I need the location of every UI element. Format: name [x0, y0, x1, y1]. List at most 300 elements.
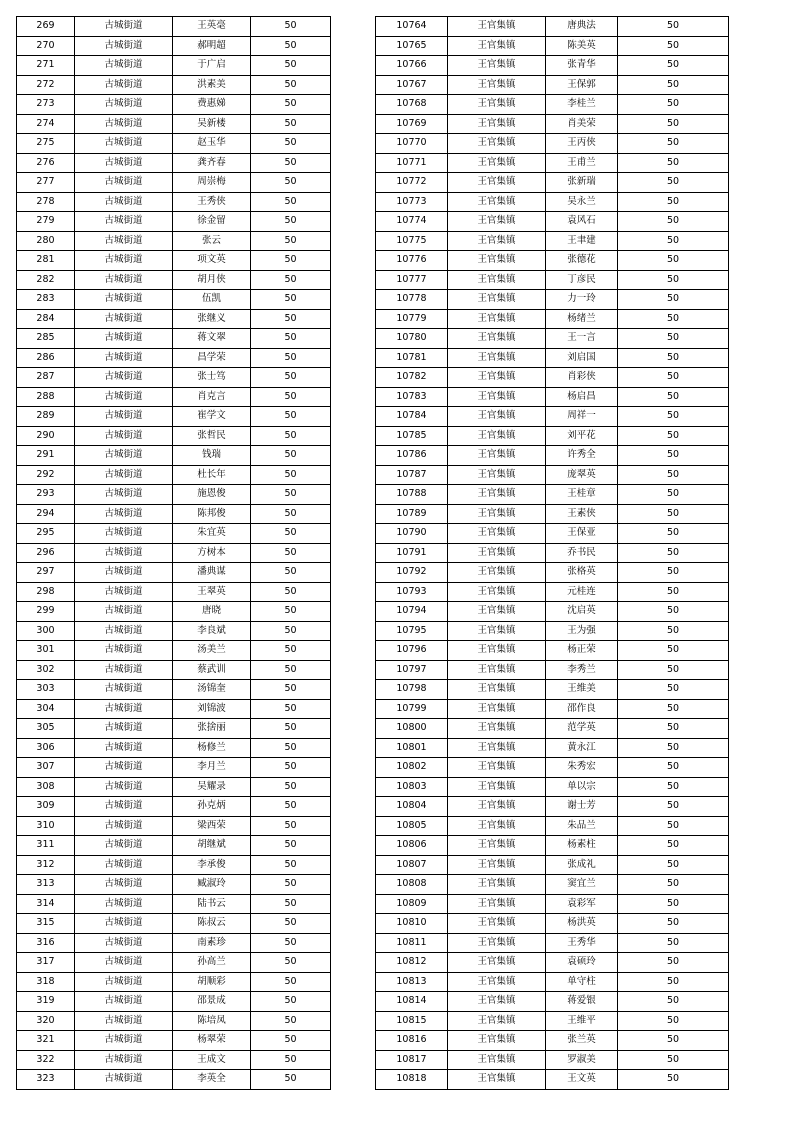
name-cell: 刘锦波 [173, 699, 251, 719]
serial-cell: 279 [17, 212, 75, 232]
amount-cell: 50 [618, 641, 729, 661]
table-row [376, 953, 729, 973]
serial-cell: 320 [17, 1011, 75, 1031]
serial-cell: 10805 [376, 816, 448, 836]
town-cell: 王官集镇 [448, 894, 546, 914]
amount-cell: 50 [618, 348, 729, 368]
table-row [17, 621, 331, 641]
serial-cell: 305 [17, 719, 75, 739]
serial-cell: 10780 [376, 329, 448, 349]
town-cell: 王官集镇 [448, 1031, 546, 1051]
serial-cell: 306 [17, 738, 75, 758]
serial-cell: 272 [17, 75, 75, 95]
town-cell: 古城街道 [75, 1031, 173, 1051]
serial-cell: 10811 [376, 933, 448, 953]
amount-cell: 50 [618, 660, 729, 680]
serial-cell: 294 [17, 504, 75, 524]
amount-cell: 50 [618, 1031, 729, 1051]
amount-cell: 50 [618, 212, 729, 232]
name-cell: 李秀兰 [546, 660, 618, 680]
serial-cell: 282 [17, 270, 75, 290]
table-row [17, 56, 331, 76]
amount-cell: 50 [618, 894, 729, 914]
name-cell: 黄永江 [546, 738, 618, 758]
name-cell: 谢士芳 [546, 797, 618, 817]
serial-cell: 10801 [376, 738, 448, 758]
serial-cell: 10784 [376, 407, 448, 427]
table-row [376, 641, 729, 661]
serial-cell: 302 [17, 660, 75, 680]
serial-cell: 10767 [376, 75, 448, 95]
town-cell: 王官集镇 [448, 582, 546, 602]
name-cell: 元桂连 [546, 582, 618, 602]
table-row [17, 153, 331, 173]
amount-cell: 50 [251, 114, 331, 134]
table-row [17, 680, 331, 700]
town-cell: 王官集镇 [448, 816, 546, 836]
serial-cell: 10786 [376, 446, 448, 466]
town-cell: 古城街道 [75, 1011, 173, 1031]
amount-cell: 50 [251, 17, 331, 37]
name-cell: 洪素美 [173, 75, 251, 95]
serial-cell: 10779 [376, 309, 448, 329]
table-row [376, 75, 729, 95]
right-table [375, 16, 729, 1090]
serial-cell: 10799 [376, 699, 448, 719]
amount-cell: 50 [618, 270, 729, 290]
town-cell: 王官集镇 [448, 641, 546, 661]
serial-cell: 10788 [376, 485, 448, 505]
table-row [17, 192, 331, 212]
table-row [17, 134, 331, 154]
serial-cell: 278 [17, 192, 75, 212]
table-row [376, 914, 729, 934]
name-cell: 王保亚 [546, 524, 618, 544]
town-cell: 古城街道 [75, 192, 173, 212]
table-row [376, 251, 729, 271]
name-cell: 王一言 [546, 329, 618, 349]
serial-cell: 10775 [376, 231, 448, 251]
amount-cell: 50 [618, 582, 729, 602]
name-cell: 力一玲 [546, 290, 618, 310]
table-row [17, 446, 331, 466]
town-cell: 古城街道 [75, 875, 173, 895]
name-cell: 孙克炳 [173, 797, 251, 817]
table-row [17, 894, 331, 914]
town-cell: 古城街道 [75, 270, 173, 290]
serial-cell: 10789 [376, 504, 448, 524]
name-cell: 陈美英 [546, 36, 618, 56]
serial-cell: 10769 [376, 114, 448, 134]
serial-cell: 317 [17, 953, 75, 973]
table-row [17, 855, 331, 875]
name-cell: 李承俊 [173, 855, 251, 875]
table-row [376, 894, 729, 914]
amount-cell: 50 [618, 914, 729, 934]
town-cell: 古城街道 [75, 153, 173, 173]
table-row [376, 1050, 729, 1070]
amount-cell: 50 [251, 465, 331, 485]
name-cell: 蒋文翠 [173, 329, 251, 349]
amount-cell: 50 [618, 329, 729, 349]
serial-cell: 10777 [376, 270, 448, 290]
table-row [17, 348, 331, 368]
serial-cell: 10807 [376, 855, 448, 875]
serial-cell: 288 [17, 387, 75, 407]
table-row [376, 738, 729, 758]
serial-cell: 10810 [376, 914, 448, 934]
town-cell: 王官集镇 [448, 134, 546, 154]
amount-cell: 50 [251, 992, 331, 1012]
town-cell: 王官集镇 [448, 329, 546, 349]
name-cell: 袁彩军 [546, 894, 618, 914]
name-cell: 王桂章 [546, 485, 618, 505]
town-cell: 王官集镇 [448, 777, 546, 797]
amount-cell: 50 [251, 251, 331, 271]
table-row [17, 933, 331, 953]
name-cell: 施恩俊 [173, 485, 251, 505]
amount-cell: 50 [251, 290, 331, 310]
town-cell: 王官集镇 [448, 524, 546, 544]
town-cell: 古城街道 [75, 972, 173, 992]
serial-cell: 10776 [376, 251, 448, 271]
amount-cell: 50 [618, 153, 729, 173]
serial-cell: 10771 [376, 153, 448, 173]
town-cell: 古城街道 [75, 836, 173, 856]
town-cell: 王官集镇 [448, 270, 546, 290]
town-cell: 古城街道 [75, 719, 173, 739]
town-cell: 古城街道 [75, 543, 173, 563]
name-cell: 张哲民 [173, 426, 251, 446]
amount-cell: 50 [251, 192, 331, 212]
town-cell: 古城街道 [75, 56, 173, 76]
table-row [376, 446, 729, 466]
serial-cell: 10773 [376, 192, 448, 212]
table-row [17, 173, 331, 193]
name-cell: 龚齐春 [173, 153, 251, 173]
table-row [17, 875, 331, 895]
serial-cell: 10816 [376, 1031, 448, 1051]
amount-cell: 50 [251, 36, 331, 56]
town-cell: 王官集镇 [448, 1070, 546, 1090]
serial-cell: 286 [17, 348, 75, 368]
serial-cell: 10815 [376, 1011, 448, 1031]
name-cell: 潘典谋 [173, 563, 251, 583]
town-cell: 王官集镇 [448, 699, 546, 719]
serial-cell: 269 [17, 17, 75, 37]
serial-cell: 283 [17, 290, 75, 310]
town-cell: 古城街道 [75, 894, 173, 914]
name-cell: 吴永兰 [546, 192, 618, 212]
name-cell: 袁硕玲 [546, 953, 618, 973]
amount-cell: 50 [618, 524, 729, 544]
name-cell: 吴新楼 [173, 114, 251, 134]
serial-cell: 10794 [376, 602, 448, 622]
serial-cell: 318 [17, 972, 75, 992]
name-cell: 孙高兰 [173, 953, 251, 973]
table-row [376, 465, 729, 485]
amount-cell: 50 [618, 504, 729, 524]
amount-cell: 50 [251, 699, 331, 719]
name-cell: 王保郭 [546, 75, 618, 95]
name-cell: 王秀华 [546, 933, 618, 953]
amount-cell: 50 [618, 465, 729, 485]
table-row [376, 543, 729, 563]
name-cell: 项文英 [173, 251, 251, 271]
amount-cell: 50 [251, 329, 331, 349]
table-row [17, 972, 331, 992]
table-row [376, 933, 729, 953]
serial-cell: 291 [17, 446, 75, 466]
amount-cell: 50 [618, 933, 729, 953]
amount-cell: 50 [618, 758, 729, 778]
table-row [17, 426, 331, 446]
amount-cell: 50 [251, 426, 331, 446]
town-cell: 古城街道 [75, 816, 173, 836]
name-cell: 汤美兰 [173, 641, 251, 661]
amount-cell: 50 [618, 426, 729, 446]
name-cell: 陈邦俊 [173, 504, 251, 524]
town-cell: 王官集镇 [448, 192, 546, 212]
name-cell: 王维美 [546, 680, 618, 700]
serial-cell: 271 [17, 56, 75, 76]
serial-cell: 10809 [376, 894, 448, 914]
name-cell: 于广启 [173, 56, 251, 76]
name-cell: 王文英 [546, 1070, 618, 1090]
town-cell: 王官集镇 [448, 621, 546, 641]
amount-cell: 50 [251, 777, 331, 797]
table-row [17, 309, 331, 329]
name-cell: 杨绪兰 [546, 309, 618, 329]
name-cell: 张云 [173, 231, 251, 251]
serial-cell: 10814 [376, 992, 448, 1012]
serial-cell: 293 [17, 485, 75, 505]
name-cell: 乔书民 [546, 543, 618, 563]
town-cell: 古城街道 [75, 368, 173, 388]
table-row [17, 329, 331, 349]
table-row [17, 485, 331, 505]
serial-cell: 301 [17, 641, 75, 661]
amount-cell: 50 [618, 485, 729, 505]
amount-cell: 50 [618, 192, 729, 212]
name-cell: 罗淑美 [546, 1050, 618, 1070]
town-cell: 古城街道 [75, 17, 173, 37]
name-cell: 李英全 [173, 1070, 251, 1090]
town-cell: 王官集镇 [448, 290, 546, 310]
table-row [17, 641, 331, 661]
name-cell: 肖美荣 [546, 114, 618, 134]
table-row [376, 758, 729, 778]
town-cell: 王官集镇 [448, 738, 546, 758]
amount-cell: 50 [251, 953, 331, 973]
amount-cell: 50 [251, 543, 331, 563]
name-cell: 单以宗 [546, 777, 618, 797]
serial-cell: 296 [17, 543, 75, 563]
serial-cell: 307 [17, 758, 75, 778]
town-cell: 古城街道 [75, 602, 173, 622]
serial-cell: 311 [17, 836, 75, 856]
town-cell: 古城街道 [75, 329, 173, 349]
right-table-body [376, 17, 729, 1090]
table-row [17, 1070, 331, 1090]
serial-cell: 10800 [376, 719, 448, 739]
serial-cell: 10808 [376, 875, 448, 895]
serial-cell: 10793 [376, 582, 448, 602]
town-cell: 王官集镇 [448, 173, 546, 193]
amount-cell: 50 [251, 680, 331, 700]
serial-cell: 10812 [376, 953, 448, 973]
amount-cell: 50 [251, 524, 331, 544]
amount-cell: 50 [618, 543, 729, 563]
table-row [17, 17, 331, 37]
serial-cell: 10764 [376, 17, 448, 37]
serial-cell: 10772 [376, 173, 448, 193]
amount-cell: 50 [251, 738, 331, 758]
town-cell: 王官集镇 [448, 348, 546, 368]
name-cell: 肖彩侠 [546, 368, 618, 388]
name-cell: 沈启英 [546, 602, 618, 622]
town-cell: 古城街道 [75, 660, 173, 680]
serial-cell: 10782 [376, 368, 448, 388]
amount-cell: 50 [251, 270, 331, 290]
town-cell: 古城街道 [75, 797, 173, 817]
town-cell: 古城街道 [75, 309, 173, 329]
name-cell: 王翠英 [173, 582, 251, 602]
name-cell: 单守柱 [546, 972, 618, 992]
table-row [376, 173, 729, 193]
name-cell: 张德花 [546, 251, 618, 271]
amount-cell: 50 [618, 797, 729, 817]
amount-cell: 50 [618, 75, 729, 95]
amount-cell: 50 [618, 17, 729, 37]
table-row [376, 56, 729, 76]
amount-cell: 50 [251, 212, 331, 232]
name-cell: 李月兰 [173, 758, 251, 778]
amount-cell: 50 [251, 387, 331, 407]
table-row [17, 738, 331, 758]
table-row [17, 719, 331, 739]
serial-cell: 10798 [376, 680, 448, 700]
amount-cell: 50 [618, 173, 729, 193]
table-row [376, 602, 729, 622]
serial-cell: 323 [17, 1070, 75, 1090]
name-cell: 朱秀宏 [546, 758, 618, 778]
name-cell: 蒋爱银 [546, 992, 618, 1012]
table-row [376, 660, 729, 680]
table-row [376, 836, 729, 856]
name-cell: 汤锦奎 [173, 680, 251, 700]
amount-cell: 50 [618, 251, 729, 271]
table-row [376, 1031, 729, 1051]
table-row [376, 972, 729, 992]
serial-cell: 310 [17, 816, 75, 836]
table-row [17, 36, 331, 56]
name-cell: 崔学文 [173, 407, 251, 427]
town-cell: 王官集镇 [448, 914, 546, 934]
table-row [376, 855, 729, 875]
town-cell: 王官集镇 [448, 95, 546, 115]
table-row [376, 192, 729, 212]
name-cell: 杨洪英 [546, 914, 618, 934]
town-cell: 古城街道 [75, 95, 173, 115]
town-cell: 王官集镇 [448, 36, 546, 56]
table-row [376, 485, 729, 505]
amount-cell: 50 [618, 953, 729, 973]
amount-cell: 50 [618, 972, 729, 992]
name-cell: 费惠娣 [173, 95, 251, 115]
serial-cell: 10806 [376, 836, 448, 856]
amount-cell: 50 [618, 1050, 729, 1070]
town-cell: 王官集镇 [448, 680, 546, 700]
town-cell: 王官集镇 [448, 543, 546, 563]
town-cell: 古城街道 [75, 387, 173, 407]
town-cell: 王官集镇 [448, 446, 546, 466]
serial-cell: 10790 [376, 524, 448, 544]
serial-cell: 321 [17, 1031, 75, 1051]
name-cell: 张士笃 [173, 368, 251, 388]
serial-cell: 273 [17, 95, 75, 115]
name-cell: 杨素柱 [546, 836, 618, 856]
serial-cell: 10796 [376, 641, 448, 661]
amount-cell: 50 [618, 875, 729, 895]
name-cell: 王秀侠 [173, 192, 251, 212]
serial-cell: 304 [17, 699, 75, 719]
name-cell: 丁彦民 [546, 270, 618, 290]
amount-cell: 50 [618, 387, 729, 407]
town-cell: 王官集镇 [448, 563, 546, 583]
serial-cell: 313 [17, 875, 75, 895]
table-row [376, 875, 729, 895]
serial-cell: 10785 [376, 426, 448, 446]
table-row [376, 680, 729, 700]
name-cell: 周崇梅 [173, 173, 251, 193]
name-cell: 胡顺彩 [173, 972, 251, 992]
amount-cell: 50 [618, 56, 729, 76]
table-row [376, 719, 729, 739]
name-cell: 邵景成 [173, 992, 251, 1012]
table-row [17, 1031, 331, 1051]
amount-cell: 50 [251, 504, 331, 524]
town-cell: 古城街道 [75, 173, 173, 193]
serial-cell: 295 [17, 524, 75, 544]
name-cell: 杨翠荣 [173, 1031, 251, 1051]
town-cell: 王官集镇 [448, 875, 546, 895]
table-row [17, 270, 331, 290]
amount-cell: 50 [251, 485, 331, 505]
table-row [17, 602, 331, 622]
amount-cell: 50 [251, 641, 331, 661]
amount-cell: 50 [251, 134, 331, 154]
town-cell: 王官集镇 [448, 251, 546, 271]
amount-cell: 50 [251, 933, 331, 953]
table-row [17, 699, 331, 719]
amount-cell: 50 [618, 1011, 729, 1031]
amount-cell: 50 [251, 797, 331, 817]
town-cell: 古城街道 [75, 426, 173, 446]
left-table [16, 16, 331, 1090]
table-row [376, 699, 729, 719]
town-cell: 古城街道 [75, 407, 173, 427]
name-cell: 臧淑玲 [173, 875, 251, 895]
amount-cell: 50 [251, 719, 331, 739]
amount-cell: 50 [618, 563, 729, 583]
serial-cell: 10817 [376, 1050, 448, 1070]
name-cell: 陈培凤 [173, 1011, 251, 1031]
serial-cell: 281 [17, 251, 75, 271]
name-cell: 王丙侠 [546, 134, 618, 154]
amount-cell: 50 [251, 173, 331, 193]
amount-cell: 50 [618, 36, 729, 56]
